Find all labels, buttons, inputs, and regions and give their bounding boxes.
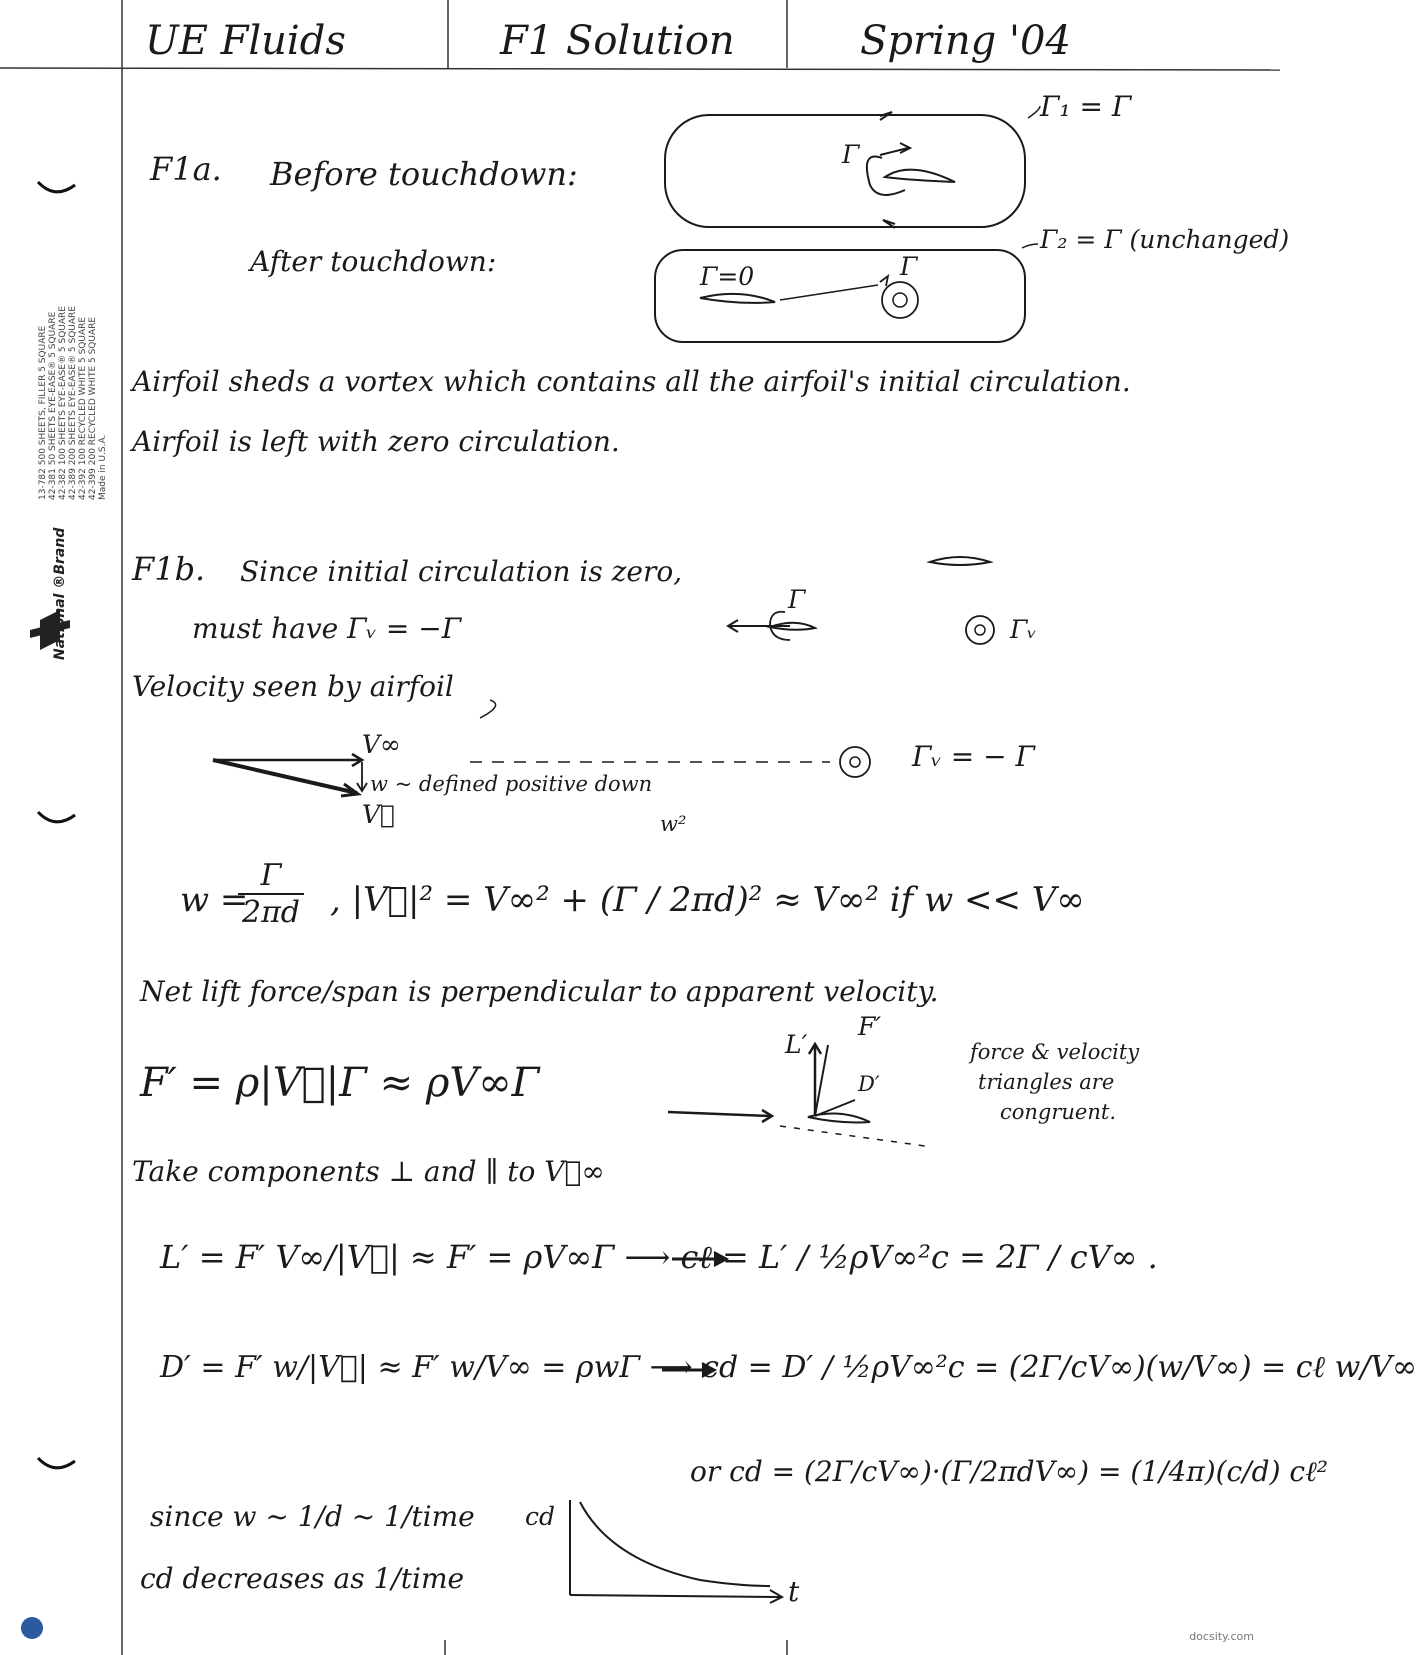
- f1b-fig-gammav: Γᵥ: [1010, 615, 1037, 644]
- note-line1: force & velocity: [970, 1040, 1140, 1064]
- f1a-before: Before touchdown:: [270, 155, 578, 193]
- plot-y-label: cd: [525, 1502, 556, 1531]
- note-line3: congruent.: [1000, 1100, 1117, 1124]
- docsity-logo-icon: [21, 1617, 43, 1639]
- f1a-gamma-vortex: Γ: [900, 252, 918, 281]
- eq-drag: D′ = F′ w/|V⃗| ≈ F′ w/V∞ = ρwΓ ⟶ cd = D′ / ½ρV∞²c = (2Γ/cV∞)(w/V∞) = cℓ w/V∞: [160, 1350, 1417, 1385]
- paper-brand: National ®Brand: [52, 527, 68, 660]
- f1b-fig-gamma: Γ: [788, 585, 806, 614]
- take-components: Take components ⊥ and ∥ to V⃗∞: [132, 1155, 605, 1188]
- vortex-f1b: [966, 616, 994, 644]
- eq-drag-or: or cd = (2Γ/cV∞)·(Γ/2πdV∞) = (1/4π)(c/d) cℓ²: [690, 1455, 1328, 1488]
- eq-v-magnitude: , |V⃗|² = V∞² + (Γ / 2πd)² ≈ V∞² if w << V∞: [330, 880, 1085, 920]
- decreases-text: cd decreases as 1/time: [140, 1562, 465, 1595]
- airfoil-before: [885, 170, 955, 182]
- f1a-line2: Airfoil is left with zero circulation.: [132, 425, 620, 458]
- f1a-line1: Airfoil sheds a vortex which contains all the airfoil's initial circulation.: [132, 365, 1131, 398]
- force-vector: [815, 1045, 828, 1116]
- f1a-label: F1a.: [150, 150, 222, 188]
- header-term: Spring '04: [860, 18, 1071, 64]
- f1b-line1: Since initial circulation is zero,: [240, 555, 683, 588]
- vortex-distant: [840, 747, 870, 777]
- f1a-gamma-zero: Γ=0: [700, 262, 755, 291]
- fig-lift-label: L′: [785, 1030, 808, 1059]
- header-course: UE Fluids: [145, 18, 346, 64]
- binder-hole-3: [38, 1458, 75, 1468]
- footer-brand: docsity.com: [1189, 1630, 1254, 1643]
- note-line2: triangles are: [978, 1070, 1115, 1094]
- f1a-after: After touchdown:: [250, 245, 497, 278]
- v-vector: [213, 760, 357, 793]
- eq-lift: L′ = F′ V∞/|V⃗| ≈ F′ = ρV∞Γ ⟶ cℓ = L′ / ½ρV∞²c = 2Γ / cV∞ .: [160, 1238, 1158, 1276]
- f1b-line2: must have Γᵥ = −Γ: [192, 612, 462, 645]
- header-rule: [0, 68, 1280, 70]
- header-title: F1 Solution: [500, 18, 735, 64]
- f1b-vinf: V∞: [362, 730, 401, 759]
- f1a-gamma-airfoil: Γ: [842, 140, 860, 169]
- eq-w-frac: $\frac{\Gamma}{2\pi d}$: [238, 858, 304, 930]
- f1b-w-sq: w²: [660, 812, 687, 836]
- f1a-gamma1: Γ₁ = Γ: [1040, 90, 1132, 123]
- plot-x-axis: [570, 1595, 780, 1597]
- paper-spec: 13-782 500 SHEETS, FILLER 5 SQUARE 42-381 50 SHEETS EYE-EASE® 5 SQUARE 42-382 100 SHEETS EYE-EASE® 5 SQUARE 42-389 200 SHEETS EYE-EASE® 5 SQUARE 42-392 100 RECYCLED WHITE 5 SQUARE 42-399 200 RECYCLED WHITE 5 SQUARE Made in U.S.A.: [38, 306, 108, 500]
- contour-before: [665, 115, 1025, 227]
- f1b-label: F1b.: [132, 550, 206, 588]
- fig-force-label: F′: [858, 1012, 882, 1041]
- airfoil-after: [700, 294, 775, 303]
- f1b-v-vec: V⃗: [362, 800, 396, 829]
- f1b-w-label: w ~ defined positive down: [370, 772, 653, 796]
- eq-w-lhs: w =: [180, 880, 249, 920]
- since-text: since w ~ 1/d ~ 1/time: [150, 1500, 475, 1533]
- f1b-line3: Velocity seen by airfoil: [132, 670, 454, 703]
- f1a-gamma2: Γ₂ = Γ (unchanged): [1040, 225, 1290, 254]
- f1b-gammav-eq: Γᵥ = − Γ: [912, 740, 1035, 773]
- net-lift-text: Net lift force/span is perpendicular to apparent velocity.: [140, 975, 939, 1008]
- plot-curve: [580, 1502, 770, 1586]
- fig-drag-label: D′: [858, 1072, 880, 1096]
- binder-hole-1: [38, 182, 75, 192]
- plot-x-label: t: [788, 1575, 800, 1608]
- binder-hole-2: [38, 812, 75, 822]
- shed-vortex: [882, 282, 918, 318]
- airfoil-f1b-top: [930, 557, 990, 565]
- eq-f: F′ = ρ|V⃗|Γ ≈ ρV∞Γ: [140, 1060, 540, 1106]
